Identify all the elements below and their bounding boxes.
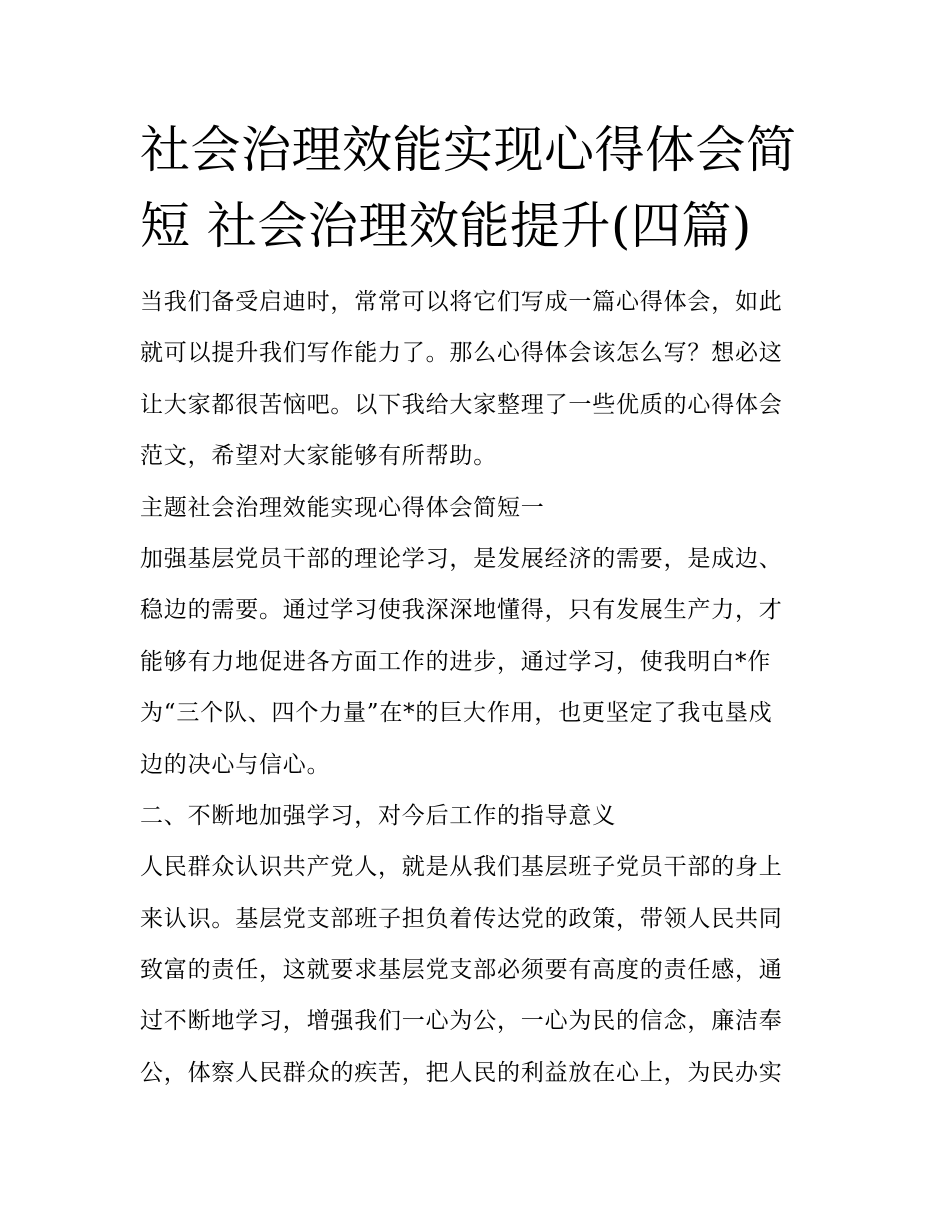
body-line: 让大家都很苦恼吧。以下我给大家整理了一些优质的心得体会 bbox=[140, 391, 783, 418]
document-title: 社会治理效能实现心得体会简短 社会治理效能提升(四篇) bbox=[140, 121, 797, 255]
body-line: 稳边的需要。通过学习使我深深地懂得，只有发展生产力，才 bbox=[140, 597, 783, 624]
body-line: 致富的责任，这就要求基层党支部必须要有高度的责任感，通 bbox=[140, 957, 783, 984]
body-line: 边的决心与信心。 bbox=[140, 751, 331, 778]
body-line: 来认识。基层党支部班子担负着传达党的政策，带领人民共同 bbox=[140, 905, 783, 932]
section-heading: 二、不断地加强学习，对今后工作的指导意义 bbox=[140, 802, 616, 829]
body-line: 公，体察人民群众的疾苦，把人民的利益放在心上，为民办实 bbox=[140, 1059, 783, 1086]
body-line: 过不断地学习，增强我们一心为公，一心为民的信念，廉洁奉 bbox=[140, 1008, 783, 1035]
body-line: 为“三个队、四个力量”在*的巨大作用，也更坚定了我屯垦戍 bbox=[140, 700, 773, 727]
body-line: 能够有力地促进各方面工作的进步，通过学习，使我明白*作 bbox=[140, 648, 772, 675]
body-line: 加强基层党员干部的理论学习，是发展经济的需要，是成边、 bbox=[140, 545, 783, 572]
body-line: 范文，希望对大家能够有所帮助。 bbox=[140, 443, 497, 470]
document-body bbox=[140, 277, 812, 1099]
section-heading: 主题社会治理效能实现心得体会简短一 bbox=[140, 494, 545, 521]
body-line: 当我们备受启迪时，常常可以将它们写成一篇心得体会，如此 bbox=[140, 289, 783, 315]
body-line: 就可以提升我们写作能力了。那么心得体会该怎么写？想必这 bbox=[140, 340, 783, 367]
body-line: 人民群众认识共产党人，就是从我们基层班子党员干部的身上 bbox=[140, 854, 783, 881]
